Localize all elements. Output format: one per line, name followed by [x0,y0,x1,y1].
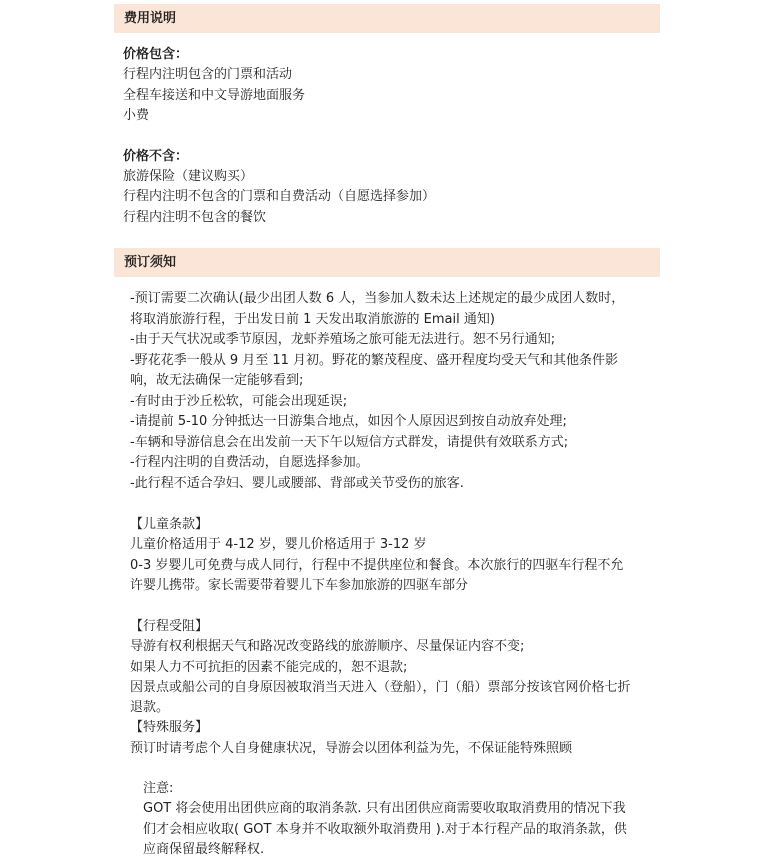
special-service-title: 【特殊服务】 [130,720,209,735]
excluded-item: 旅游保险（建议购买） [123,169,254,184]
child-terms-line: 0-3 岁婴儿可免费与成人同行，行程中不提供座位和餐食。本次旅行的四驱车行程不允 [130,558,624,573]
included-item: 全程车接送和中文导游地面服务 [123,88,306,103]
included-item: 小费 [123,108,150,123]
booking-note: -行程内注明的自费活动，自愿选择参加。 [130,455,369,470]
booking-note: -请提前 5-10 分钟抵达一日游集合地点，如因个人原因迟到按自动放弃处理; [130,414,567,429]
child-terms-line: 儿童价格适用于 4-12 岁，婴儿价格适用于 3-12 岁 [130,537,427,552]
excluded-title: 价格不含： [123,149,189,164]
child-terms-title: 【儿童条款】 [130,517,209,532]
included-item: 行程内注明包含的门票和活动 [123,67,293,82]
notice-title: 注意: [143,781,174,796]
booking-note: -由于天气状况或季节原因，龙虾养殖场之旅可能无法进行。恕不另行通知; [130,332,556,347]
booking-note: -野花花季一般从 9 月至 11 月初。野花的繁茂程度、盛开程度均受天气和其他条件影 [130,353,619,368]
obstruct-line: 因景点或船公司的自身原因被取消当天进入（登船），门（船）票部分按该官网价格七折 [130,680,631,695]
notice-line: 们才会相应收取( GOT 本身并不收取额外取消费用 ).对于本行程产品的取消条款，供 [143,822,627,837]
excluded-item: 行程内注明不包含的餐饮 [123,210,267,225]
booking-note: -有时由于沙丘松软，可能会出现延误; [130,394,348,409]
notice-line: GOT 将会使用出团供应商的取消条款. 只有出团供应商需要收取取消费用的情况下我 [143,801,626,816]
booking-note: -此行程不适合孕妇、婴儿或腰部、背部或关节受伤的旅客. [130,476,464,491]
child-terms-line: 许婴儿携带。家长需要带着婴儿下车参加旅游的四驱车部分 [130,578,469,593]
booking-section-header: 预订须知 [114,248,660,277]
special-service-line: 预订时请考虑个人自身健康状况，导游会以团体利益为先，不保证能特殊照顾 [130,741,573,756]
obstruct-line: 退款。 [130,700,170,715]
booking-note: 将取消旅游行程，于出发日前 1 天发出取消旅游的 Email 通知) [130,312,495,327]
booking-note: 响，故无法确保一定能够看到; [130,373,304,388]
booking-note: -车辆和导游信息会在出发前一天下午以短信方式群发，请提供有效联系方式; [130,435,569,450]
obstruct-line: 如果人力不可抗拒的因素不能完成的，恕不退款; [130,660,408,675]
notice-line: 应商保留最终解释权. [143,842,265,857]
fee-section-header: 费用说明 [114,4,660,33]
obstruct-title: 【行程受阻】 [130,619,209,634]
obstruct-line: 导游有权利根据天气和路况改变路线的旅游顺序、尽量保证内容不变; [130,639,525,654]
included-title: 价格包含： [123,47,189,62]
booking-note: -预订需要二次确认(最少出团人数 6 人，当参加人数未达上述规定的最少成团人数时， [130,291,625,306]
excluded-item: 行程内注明不包含的门票和自费活动（自愿选择参加） [123,189,436,204]
